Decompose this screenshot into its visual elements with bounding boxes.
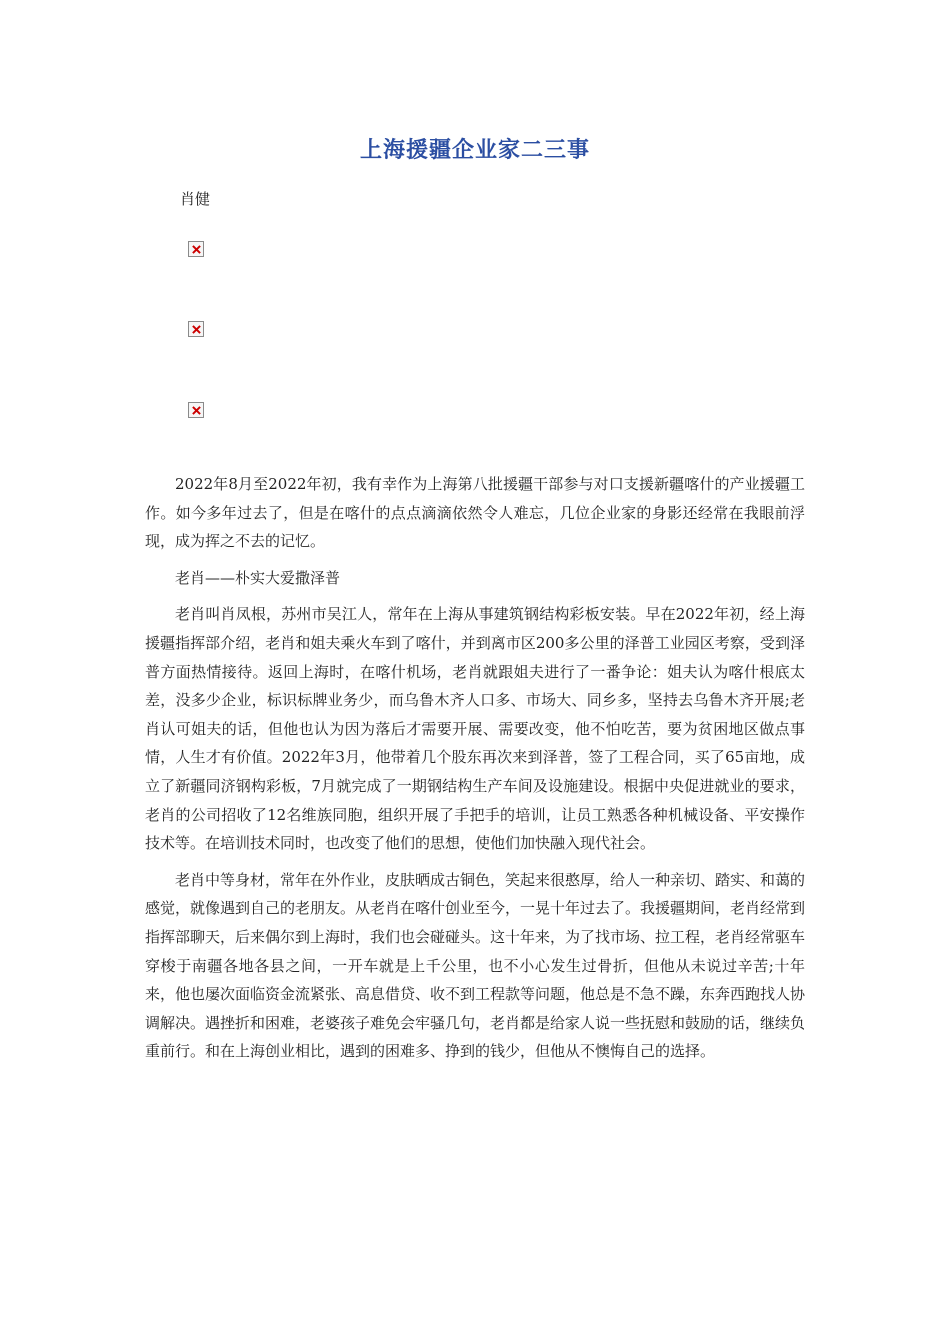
paragraph: 2022年8月至2022年初，我有幸作为上海第八批援疆干部参与对口支援新疆喀什的产业援疆工作。如今多年过去了，但是在喀什的点点滴滴依然令人难忘，几位企业家的身影还经常在我眼前浮现，成为挥之不去的记忆。	[145, 475, 805, 551]
article-body	[145, 470, 805, 1074]
paragraph: 老肖中等身材，常年在外作业，皮肤晒成古铜色，笑起来很憨厚，给人一种亲切、踏实、和蔼的感觉，就像遇到自己的老朋友。从老肖在喀什创业至今，一晃十年过去了。我援疆期间，老肖经常到指挥部聊天，后来偶尔到上海时，我们也会碰碰头。这十年来，为了找市场、拉工程，老肖经常驱车穿梭于南疆各地各县之间，一开车就是上千公里，也不小心发生过骨折，但他从未说过辛苦;十年来，他也屡次面临资金流紧张、高息借贷、收不到工程款等问题，他总是不急不躁，东奔西跑找人协调解决。遇挫折和困难，老婆孩子难免会牢骚几句，老肖都是给家人说一些抚慰和鼓励的话，继续负重前行。和在上海创业相比，遇到的困难多、挣到的钱少，但他从不懊悔自己的选择。	[145, 870, 806, 1061]
document-title: 上海援疆企业家二三事	[359, 138, 590, 163]
broken-image-icon	[188, 321, 204, 337]
broken-image-icon	[188, 402, 204, 418]
broken-image-icon	[188, 241, 204, 257]
section-heading: 老肖——朴实大爱撒泽普	[175, 568, 341, 587]
paragraph: 老肖叫肖凤根，苏州市吴江人，常年在上海从事建筑钢结构彩板安装。早在2022年初，经上海援疆指挥部介绍，老肖和姐夫乘火车到了喀什，并到离市区200多公里的泽普工业园区考察，受到泽普方面热情接待。返回上海时，在喀什机场，老肖就跟姐夫进行了一番争论：姐夫认为喀什根底太差，没多少企业，标识标牌业务少，而乌鲁木齐人口多、市场大、同乡多，坚持去乌鲁木齐开展;老肖认可姐夫的话，但他也认为因为落后才需要开展、需要改变，他不怕吃苦，要为贫困地区做点事情，人生才有价值。2022年3月，他带着几个股东再次来到泽普，签了工程合同，买了65亩地，成立了新疆同济钢构彩板，7月就完成了一期钢结构生产车间及设施建设。根据中央促进就业的要求，老肖的公司招收了12名维族同胞，组织开展了手把手的培训，让员工熟悉各种机械设备、平安操作技术等。在培训技术同时，也改变了他们的思想，使他们加快融入现代社会。	[145, 605, 805, 853]
author-name: 肖健	[180, 190, 211, 208]
